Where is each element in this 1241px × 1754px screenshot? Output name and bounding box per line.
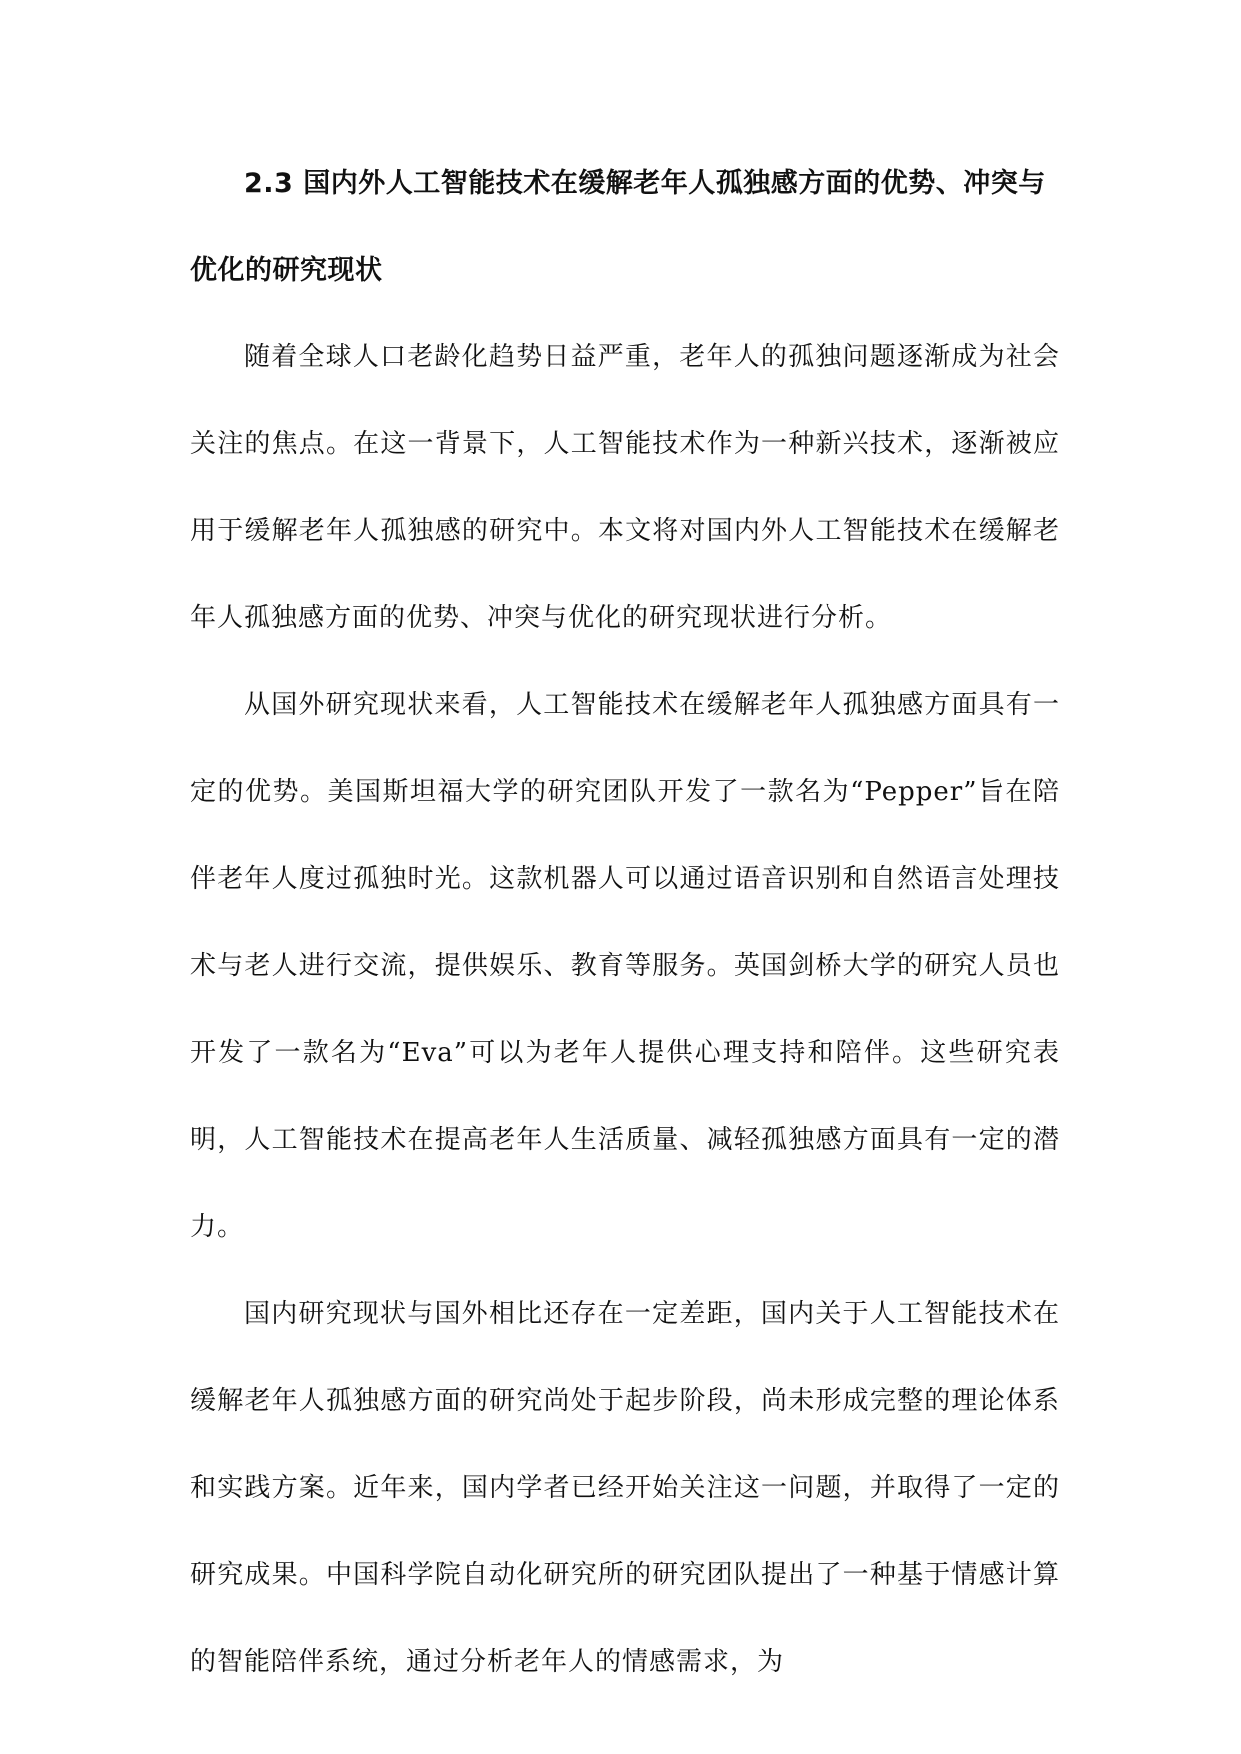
- paragraph-intro: 随着全球人口老龄化趋势日益严重，老年人的孤独问题逐渐成为社会关注的焦点。在这一背景下，人工智能技术作为一种新兴技术，逐渐被应用于缓解老年人孤独感的研究中。本文将对国内外人工智能技术在缓解老年人孤独感方面的优势、冲突与优化的研究现状进行分析。: [190, 342, 1060, 633]
- document-body: [190, 140, 1060, 1706]
- section-heading: 2.3 国内外人工智能技术在缓解老年人孤独感方面的优势、冲突与优化的研究现状: [190, 168, 1046, 286]
- paragraph-foreign-research: 从国外研究现状来看，人工智能技术在缓解老年人孤独感方面具有一定的优势。美国斯坦福大学的研究团队开发了一款名为“Pepper”旨在陪伴老年人度过孤独时光。这款机器人可以通过语音识别和自然语言处理技术与老人进行交流，提供娱乐、教育等服务。英国剑桥大学的研究人员也开发了一款名为“Eva”可以为老年人提供心理支持和陪伴。这些研究表明，人工智能技术在提高老年人生活质量、减轻孤独感方面具有一定的潜力。: [190, 690, 1060, 1242]
- paragraph-domestic-research: 国内研究现状与国外相比还存在一定差距，国内关于人工智能技术在缓解老年人孤独感方面的研究尚处于起步阶段，尚未形成完整的理论体系和实践方案。近年来，国内学者已经开始关注这一问题，并取得了一定的研究成果。中国科学院自动化研究所的研究团队提出了一种基于情感计算的智能陪伴系统，通过分析老年人的情感需求，为: [190, 1299, 1060, 1677]
